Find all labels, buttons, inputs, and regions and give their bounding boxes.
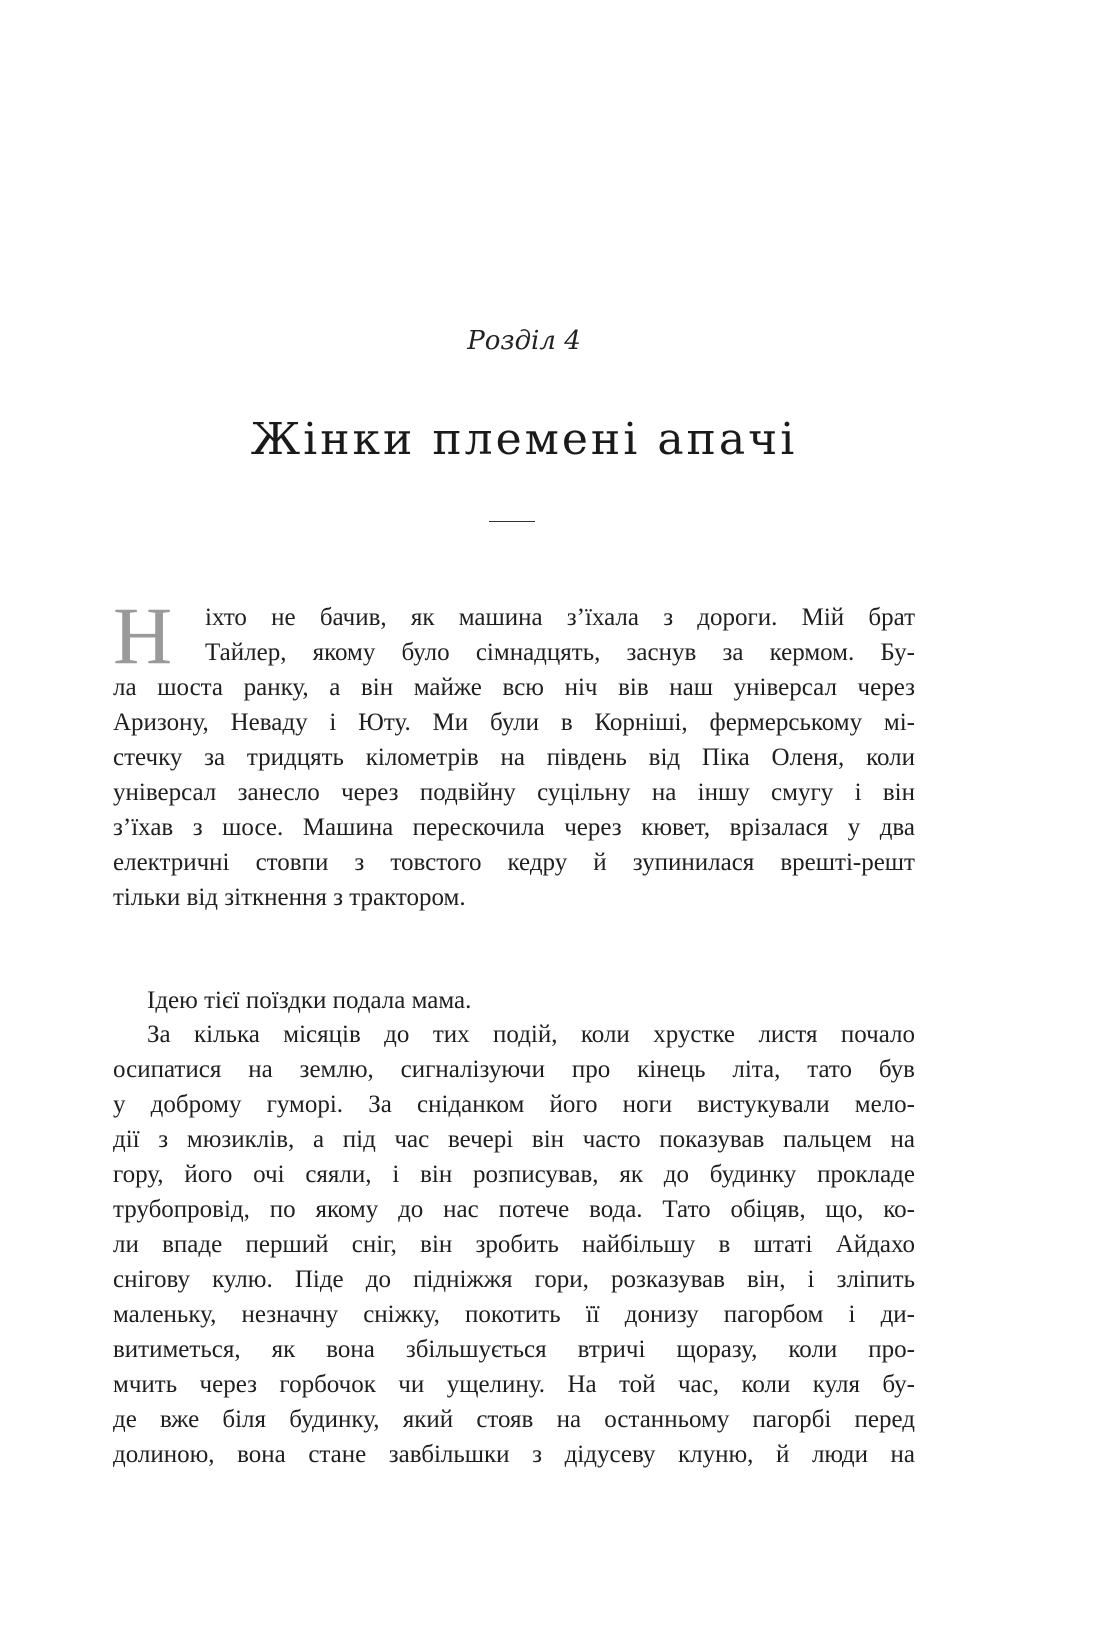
- text-line: осипатися на землю, сигналізуючи про кінець літа, тато був: [113, 1056, 915, 1083]
- text-line: універсал занесло через подвійну суцільну на іншу смугу і він: [113, 779, 915, 806]
- paragraph-mother-idea: [113, 983, 915, 1018]
- text-line: Аризону, Неваду і Юту. Ми були в Корніші, фермерському мі-: [113, 709, 915, 736]
- text-line: маленьку, незначну сніжку, покотить її донизу пагорбом і ди-: [113, 1301, 915, 1328]
- text-line: витиметься, як вона збільшується втричі щоразу, коли про-: [113, 1336, 915, 1363]
- text-line: За кілька місяців до тих подій, коли хрустке листя почало: [147, 1021, 915, 1048]
- text-line: де вже біля будинку, який стояв на останньому пагорбі перед: [113, 1406, 915, 1433]
- text-line: трубопровід, по якому до нас потече вода. Тато обіцяв, що, ко-: [113, 1196, 915, 1223]
- text-line: долиною, вона стане завбільшки з дідусеву клуню, й люди на: [113, 1441, 915, 1468]
- text-line: снігову кулю. Піде до підніжжя гори, розказував він, і зліпить: [113, 1266, 915, 1293]
- paragraph-opening: [113, 590, 915, 915]
- text-line: гору, його очі сяяли, і він розписував, як до будинку прокладе: [113, 1161, 915, 1188]
- paragraph-father-snowball: [113, 1017, 915, 1472]
- text-line: електричні стовпи з товстого кедру й зупинилася врешті-решт: [113, 849, 915, 876]
- drop-cap-letter: Н: [113, 590, 173, 681]
- text-line: ла шоста ранку, а він майже всю ніч вів наш універсал через: [113, 674, 915, 701]
- text-line: тільки від зіткнення з трактором.: [113, 884, 466, 911]
- text-line: мчить через горбочок чи ущелину. На той час, коли куля бу-: [113, 1371, 915, 1398]
- chapter-number: Розділ 4: [467, 326, 581, 356]
- text-line: стечку за тридцять кілометрів на південь від Піка Оленя, коли: [113, 744, 915, 771]
- text-line: Ідею тієї поїздки подала мама.: [147, 987, 472, 1014]
- text-line: ли впаде перший сніг, він зробить найбільшу в штаті Айдахо: [113, 1231, 915, 1258]
- title-divider: [489, 521, 535, 522]
- text-line: з’їхав з шосе. Машина перескочила через кювет, врізалася у два: [113, 814, 915, 841]
- text-line: іхто не бачив, як машина з’їхала з дороги. Мій брат: [205, 604, 915, 631]
- text-line: у доброму гуморі. За сніданком його ноги вистукували мело-: [113, 1091, 915, 1118]
- chapter-title: Жінки племені апачі: [250, 414, 798, 465]
- text-line: Тайлер, якому було сімнадцять, заснув за кермом. Бу-: [205, 639, 915, 666]
- text-line: дії з мюзиклів, а під час вечері він часто показував пальцем на: [113, 1126, 915, 1153]
